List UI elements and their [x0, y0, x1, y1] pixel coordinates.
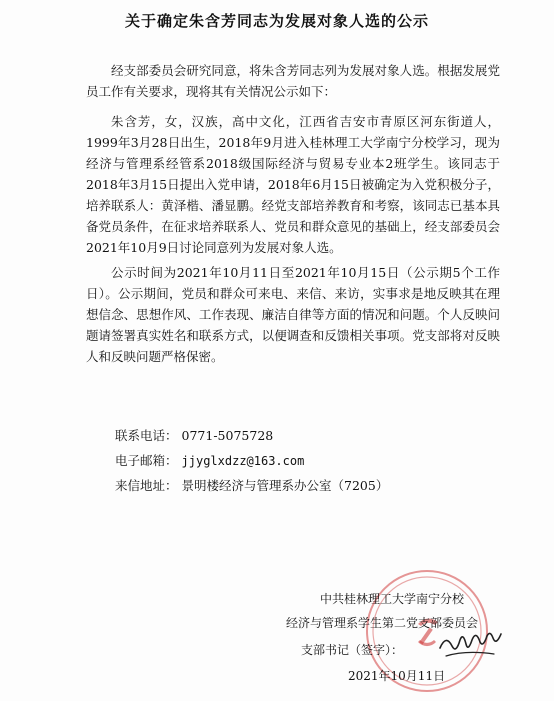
signing-org-secondary: 经济与管理系学生第二党支部委员会: [286, 616, 479, 630]
contact-address: [115, 476, 388, 496]
document-title: 关于确定朱含芳同志为发展对象人选的公示: [124, 12, 429, 30]
phone-value: 0771-5075728: [181, 428, 274, 443]
phone-label: 联系电话：: [115, 428, 178, 443]
contact-phone: [115, 426, 273, 446]
intro-paragraph: 经支部委员会研究同意，将朱含芳同志列为发展对象人选。根据发展党员工作有关要求，现将其有关情况公示如下：: [86, 63, 500, 99]
signing-org-primary: 中共桂林理工大学南宁分校: [320, 592, 465, 606]
document-body: [86, 60, 500, 376]
candidate-details-paragraph: 朱含芳，女，汉族，高中文化，江西省吉安市青原区河东街道人，1999年3月28日出生，2018年9月进入桂林理工大学南宁分校学习，现为经济与管理系经管系2018级国际经济与贸易专业本2班学生。该同志于2018年3月15日提出入党申请，2018年6月15日被确定为入党积极分子，培养联系人：黄泽楷、潘显鹏。经党支部培养教育和考察，该同志已基本具备党员条件，在征求培养联系人、党员和群众意见的基础上，经支部委员会2021年10月9日讨论同意列为发展对象人选。: [86, 114, 500, 255]
handwritten-signature: [436, 628, 506, 662]
email-label: 电子邮箱：: [115, 453, 178, 468]
contact-email: [115, 451, 304, 471]
secretary-signature-label: 支部书记（签字）：: [301, 643, 404, 657]
email-value: jjyglxdzz@163.com: [181, 454, 305, 468]
address-value: 景明楼经济与管理系办公室（7205）: [181, 478, 389, 493]
document-date: 2021年10月11日: [348, 669, 446, 683]
address-label: 来信地址：: [115, 478, 178, 493]
notice-period-paragraph: 公示时间为2021年10月11日至2021年10月15日（公示期5个工作日）。公示期间，党员和群众可来电、来信、来访，实事求是地反映其在理想信念、思想作风、工作表现、廉洁自律等方面的情况和问题。个人反映问题请签署真实姓名和联系方式，以便调查和反馈相关事项。党支部将对反映人和反映问题严格保密。: [86, 265, 500, 364]
